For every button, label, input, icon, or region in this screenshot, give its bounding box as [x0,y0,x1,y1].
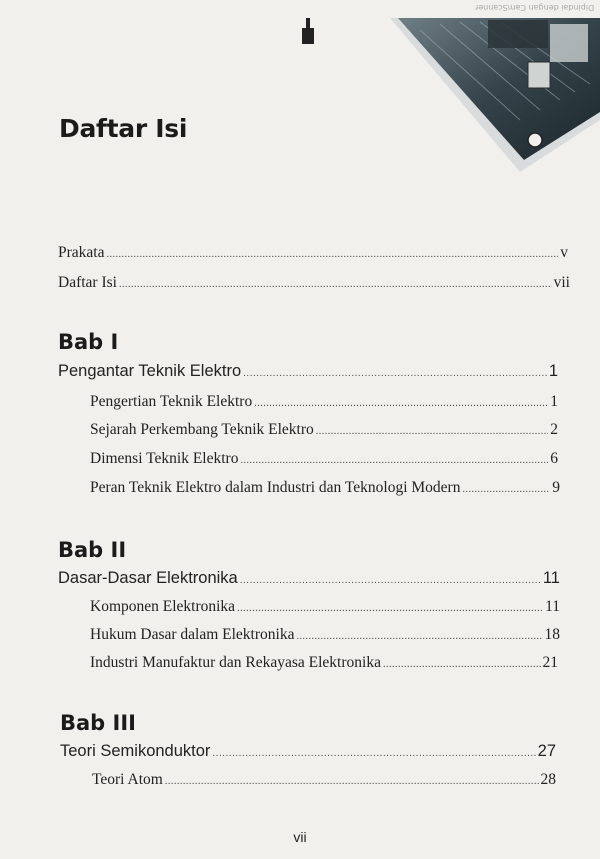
toc-section-label: Dimensi Teknik Elektro [90,450,239,467]
toc-section-page: 9 [552,479,560,496]
toc-section[interactable] [90,450,558,468]
dot-leader [383,659,541,670]
dot-leader [240,455,548,466]
page-number: vii [293,829,307,845]
dot-leader [119,279,552,290]
toc-section-label: Teori Atom [92,771,163,788]
toc-chapter-page: 27 [537,742,556,760]
page-marker-icon [302,18,314,44]
scanner-watermark: Dipindai dengan CamScanner [474,3,594,12]
toc-chapter-page: 11 [542,569,560,587]
toc-entry-page: vii [553,274,570,291]
dot-leader [240,575,541,586]
toc-section-page: 21 [542,654,558,671]
toc-entry-label: Prakata [58,244,105,261]
page-title: Daftar Isi [59,114,188,143]
toc-entry-prakata[interactable] [58,244,568,262]
toc-chapter-2[interactable] [58,569,560,588]
dot-leader [165,776,539,787]
toc-section[interactable] [92,771,556,789]
toc-entry-label: Daftar Isi [58,274,117,291]
toc-chapter-page: 1 [548,362,558,380]
chapter-heading-bab-3: Bab III [60,711,136,735]
toc-entry-page: v [560,244,568,261]
circuit-board-illustration [0,0,600,200]
toc-chapter-title: Dasar-Dasar Elektronika [58,569,238,587]
dot-leader [254,398,548,409]
chapter-heading-bab-1: Bab I [58,330,119,354]
toc-section-label: Pengertian Teknik Elektro [90,393,253,410]
toc-section[interactable] [90,479,560,497]
toc-section[interactable] [90,654,558,672]
toc-section-page: 11 [545,598,560,615]
toc-section-label: Komponen Elektronika [90,598,236,615]
toc-chapter-3[interactable] [60,742,556,761]
toc-section[interactable] [90,598,560,616]
toc-section-page: 18 [544,626,560,643]
dot-leader [243,368,547,379]
toc-section-label: Peran Teknik Elektro dalam Industri dan Teknologi Modern [90,479,461,496]
toc-chapter-title: Teori Semikonduktor [60,742,211,760]
toc-section-page: 28 [540,771,556,788]
dot-leader [212,748,535,759]
dot-leader [237,603,543,614]
toc-section[interactable] [90,393,558,411]
toc-entry-daftar-isi[interactable] [58,274,570,292]
toc-section-page: 1 [550,393,558,410]
toc-section-label: Sejarah Perkembang Teknik Elektro [90,421,314,438]
toc-section[interactable] [90,626,560,644]
toc-section-page: 2 [550,421,558,438]
dot-leader [462,484,550,495]
toc-section-label: Industri Manufaktur dan Rekayasa Elektronika [90,654,381,671]
dot-leader [106,249,558,260]
dot-leader [296,631,542,642]
toc-section[interactable] [90,421,558,439]
toc-section-label: Hukum Dasar dalam Elektronika [90,626,295,643]
dot-leader [316,426,549,437]
toc-section-page: 6 [550,450,558,467]
chapter-heading-bab-2: Bab II [58,538,127,562]
toc-chapter-1[interactable] [58,362,558,381]
toc-chapter-title: Pengantar Teknik Elektro [58,362,242,380]
